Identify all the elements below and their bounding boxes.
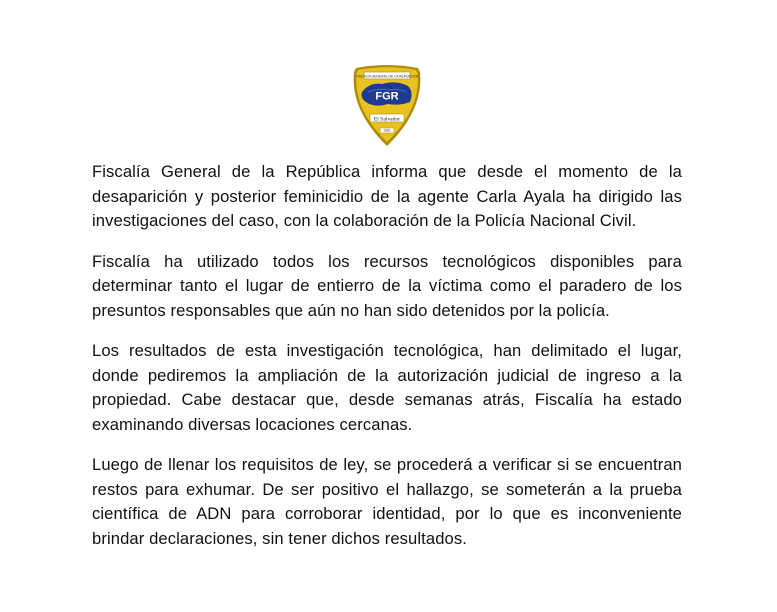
paragraph-3: Los resultados de esta investigación tecnológica, han delimitado el lugar, donde pediremos la ampliación de la autorización judicial de ingreso a la propiedad. Cabe destacar que, desde semanas atrás, Fiscalía ha estado examinando diversas locaciones cercanas. — [92, 341, 682, 434]
shield-badge-icon — [348, 62, 426, 148]
statement-body — [92, 160, 682, 567]
paragraph-1: Fiscalía General de la República informa que desde el momento de la desaparición y posterior feminicidio de la agente Carla Ayala ha dirigido las investigaciones del caso, con la colaboración de la Policía Nacional Civil. — [92, 162, 682, 230]
fgr-logo — [348, 62, 426, 148]
logo-top-text: FISCALÍA GENERAL DE LA REPÚBLICA — [355, 74, 419, 79]
paragraph-4: Luego de llenar los requisitos de ley, se procederá a verificar si se encuentran restos para exhumar. De ser positivo el hallazgo, se someterán a la prueba científica de ADN para corroborar identidad, por lo que es inconveniente brindar declaraciones, sin tener dichos resultados. — [92, 455, 682, 548]
paragraph-2: Fiscalía ha utilizado todos los recursos tecnológicos disponibles para determinar tanto el lugar de entierro de la víctima como el paradero de los presuntos responsables que aún no han sido detenidos por la policía. — [92, 251, 682, 320]
logo-initials: FGR — [375, 90, 399, 103]
logo-country: El Salvador — [373, 116, 401, 123]
logo-bottom-text: 1985 — [383, 129, 391, 133]
